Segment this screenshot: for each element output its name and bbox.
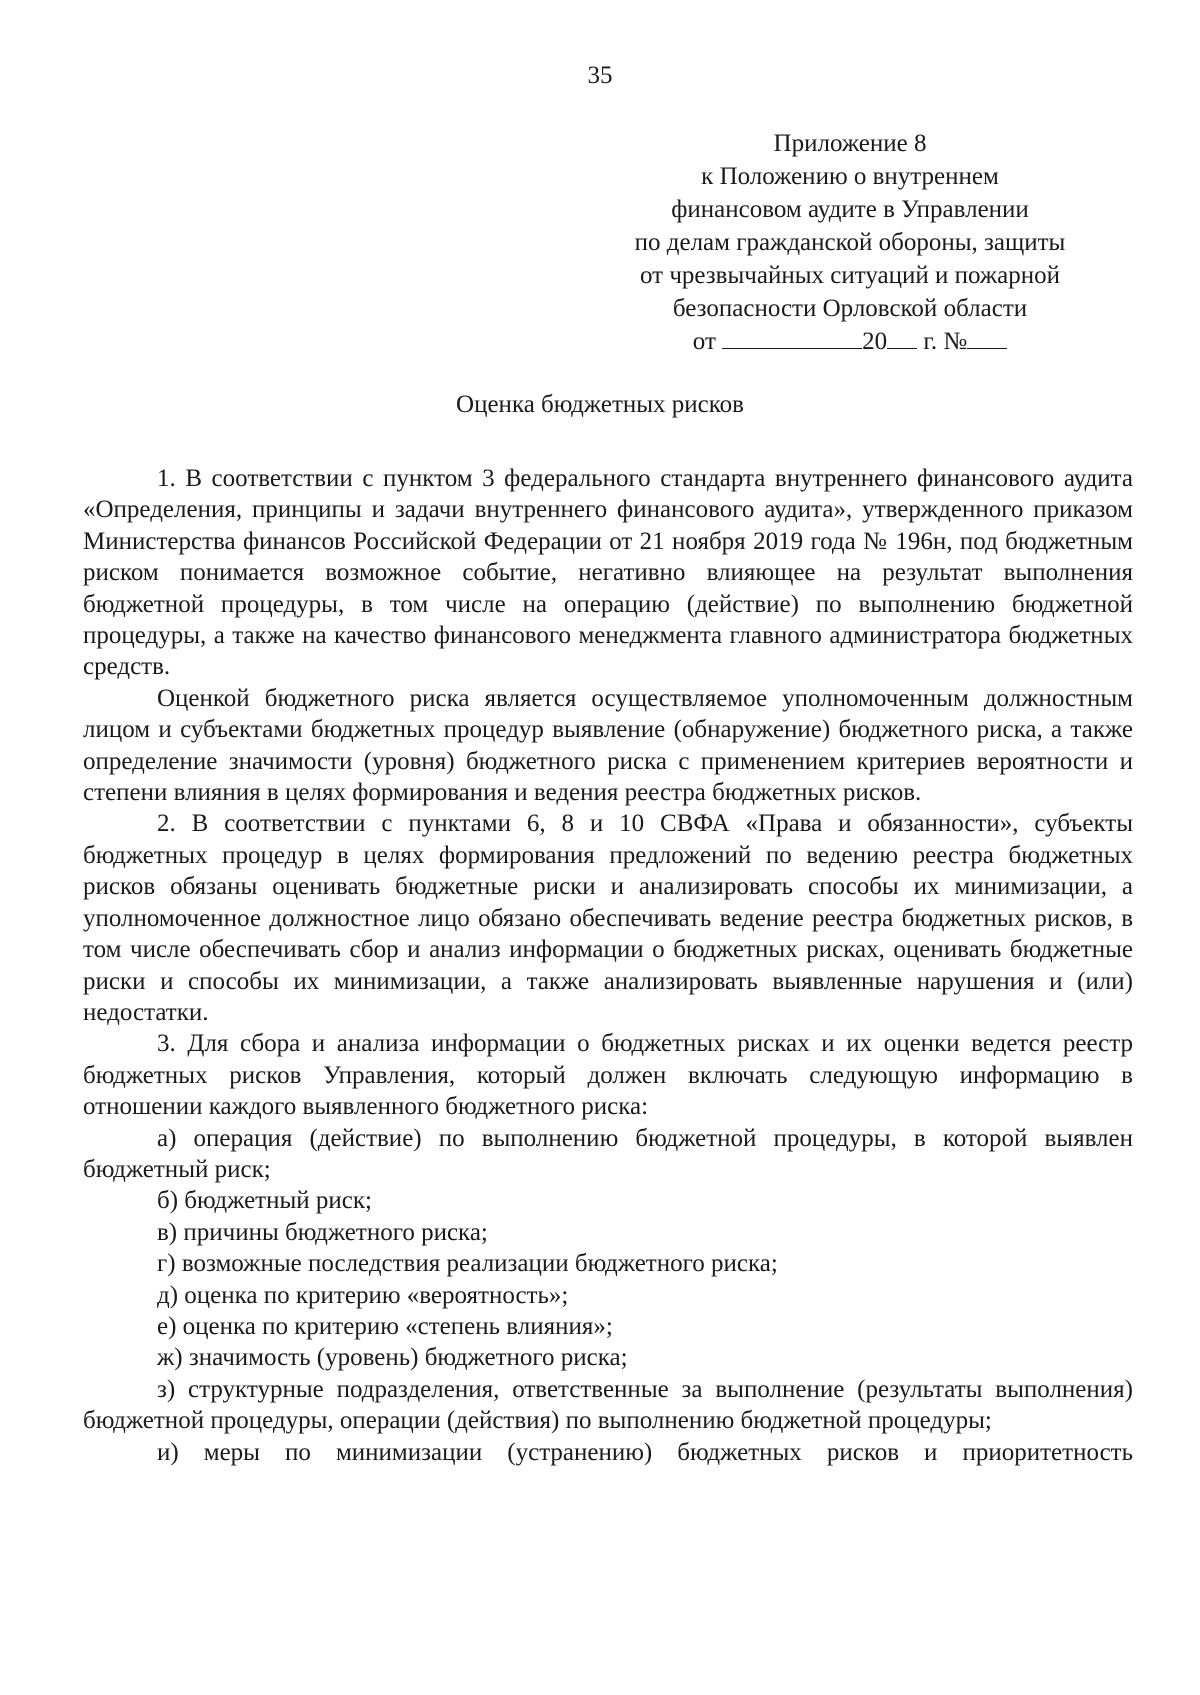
appendix-line: к Положению о внутреннем: [701, 163, 999, 190]
paragraph: 3. Для сбора и анализа информации о бюджетных рисках и их оценки ведется реестр бюджетных рисков Управления, который должен включать следующую информацию в отношении каждого выявленного бюджетного риска:: [83, 1030, 1133, 1121]
list-item: з) структурные подразделения, ответственные за выполнение (результаты выполнения) бюджетной процедуры, операции (действия) по выполнению бюджетной процедуры;: [83, 1375, 1133, 1435]
paragraph: Оценкой бюджетного риска является осуществляемое уполномоченным должностным лицом и субъектами бюджетных процедур выявление (обнаружение) бюджетного риска, а также определение значимости (уровня) бюджетного риска с применением критериев вероятности и степени влияния в целях формирования и ведения реестра бюджетных рисков.: [83, 684, 1133, 807]
list-item: е) оценка по критерию «степень влияния»;: [157, 1312, 613, 1340]
appendix-header: [600, 127, 1100, 358]
list-item: д) оценка по критерию «вероятность»;: [157, 1281, 569, 1309]
appendix-line: Приложение 8: [773, 130, 927, 157]
list-item: б) бюджетный риск;: [157, 1187, 372, 1215]
list-item: в) причины бюджетного риска;: [157, 1218, 488, 1246]
document-body: [83, 463, 1133, 1468]
appendix-line: безопасности Орловской области: [672, 295, 1028, 322]
appendix-date-line: [600, 325, 1100, 358]
appendix-line: финансовом аудите в Управлении: [671, 196, 1029, 223]
date-blank: [722, 326, 862, 349]
page-number: 35: [587, 62, 613, 89]
year-blank: [887, 326, 917, 349]
appendix-line: по делам гражданской обороны, защиты: [634, 229, 1066, 256]
date-prefix: от: [692, 328, 716, 355]
paragraph: 2. В соответствии с пунктами 6, 8 и 10 СВФА «Права и обязанности», субъекты бюджетных процедур в целях формирования предложений по ведению реестра бюджетных рисков обязаны оценивать бюджетные риски и анализировать способы их минимизации, а уполномоченное должностное лицо обязано обеспечивать ведение реестра бюджетных рисков, в том числе обеспечивать сбор и анализ информации о бюджетных рисках, оценивать бюджетные риски и способы их минимизации, а также анализировать выявленные нарушения и (или) недостатки.: [83, 810, 1133, 1026]
appendix-line: от чрезвычайных ситуаций и пожарной: [639, 262, 1060, 289]
paragraph: 1. В соответствии с пунктом 3 федерального стандарта внутреннего финансового аудита «Определения, принципы и задачи внутреннего финансового аудита», утвержденного приказом Министерства финансов Российской Федерации от 21 ноября 2019 года № 196н, под бюджетным риском понимается возможное событие, негативно влияющее на результат выполнения бюджетной процедуры, в том числе на операцию (действие) по выполнению бюджетной процедуры, а также на качество финансового менеджмента главного администратора бюджетных средств.: [83, 465, 1133, 681]
list-item: г) возможные последствия реализации бюджетного риска;: [157, 1250, 778, 1278]
list-item: и) меры по минимизации (устранению) бюджетных рисков и приоритетность: [157, 1438, 1133, 1466]
list-item: а) операция (действие) по выполнению бюджетной процедуры, в которой выявлен бюджетный риск;: [83, 1124, 1133, 1183]
document-title: Оценка бюджетных рисков: [456, 391, 744, 418]
number-prefix: г. №: [923, 328, 968, 355]
number-blank: [967, 326, 1007, 349]
list-item: ж) значимость (уровень) бюджетного риска;: [157, 1344, 628, 1372]
year-prefix: 20: [862, 328, 888, 355]
